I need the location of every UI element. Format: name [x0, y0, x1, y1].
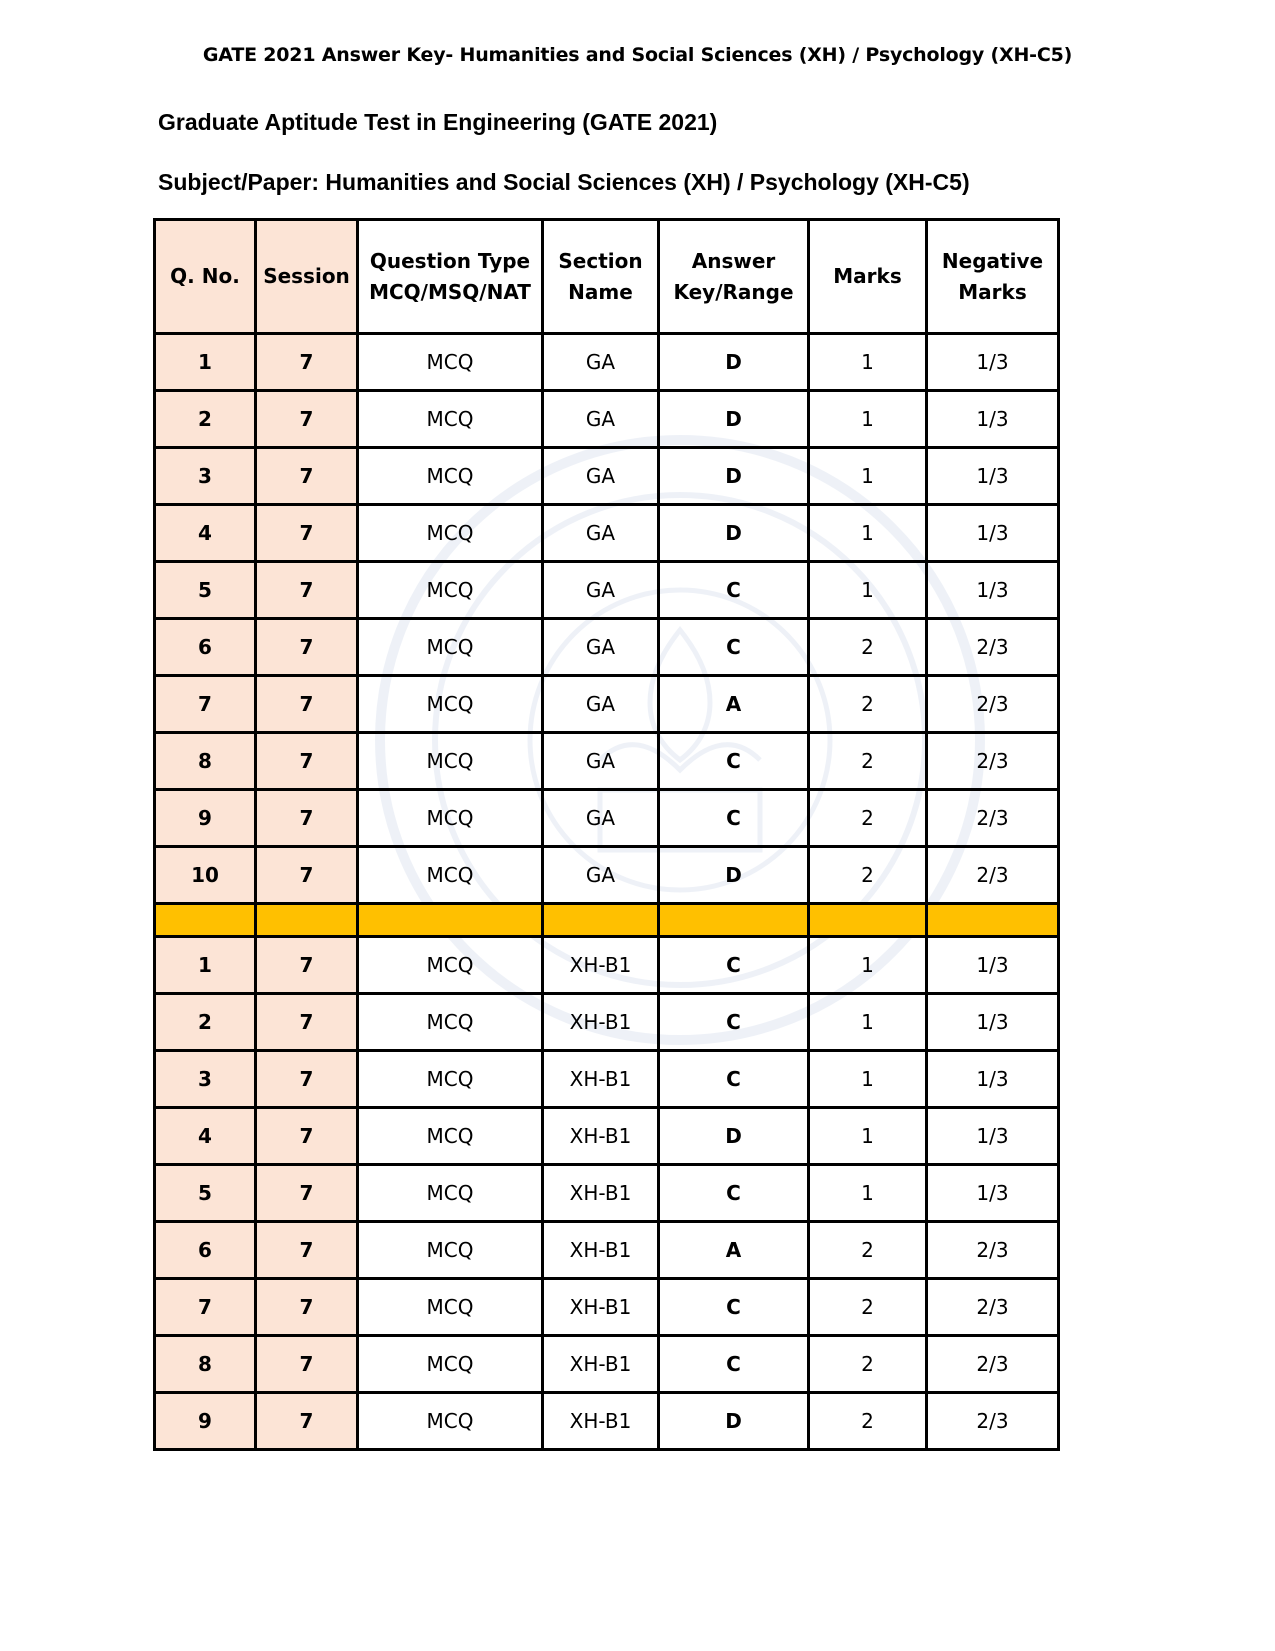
cell-section-name: XH-B1 — [543, 937, 659, 994]
cell-section-name: XH-B1 — [543, 994, 659, 1051]
cell-session: 7 — [256, 937, 358, 994]
cell-question-type: MCQ — [358, 505, 543, 562]
cell-question-type: MCQ — [358, 676, 543, 733]
page-header: GATE 2021 Answer Key- Humanities and Social Sciences (XH) / Psychology (XH-C5) — [202, 44, 1073, 66]
cell-answer-key: C — [659, 562, 809, 619]
cell-marks: 1 — [809, 1108, 927, 1165]
cell-question-type: MCQ — [358, 562, 543, 619]
header-question-type-line1: Question Type — [369, 248, 531, 273]
cell-qno: 9 — [155, 1393, 256, 1450]
cell-answer-key: D — [659, 847, 809, 904]
cell-negative-marks: 2/3 — [927, 676, 1059, 733]
cell-marks: 1 — [809, 562, 927, 619]
cell-qno: 8 — [155, 1336, 256, 1393]
separator-row — [155, 904, 1059, 937]
cell-negative-marks: 2/3 — [927, 790, 1059, 847]
cell-negative-marks: 2/3 — [927, 1279, 1059, 1336]
cell-question-type: MCQ — [358, 1222, 543, 1279]
cell-marks: 1 — [809, 937, 927, 994]
cell-section-name: GA — [543, 334, 659, 391]
cell-negative-marks: 2/3 — [927, 847, 1059, 904]
cell-question-type: MCQ — [358, 1336, 543, 1393]
cell-marks: 1 — [809, 994, 927, 1051]
cell-session: 7 — [256, 391, 358, 448]
cell-section-name: GA — [543, 391, 659, 448]
cell-session: 7 — [256, 1222, 358, 1279]
cell-marks: 2 — [809, 619, 927, 676]
cell-session: 7 — [256, 334, 358, 391]
cell-answer-key: A — [659, 676, 809, 733]
cell-section-name: XH-B1 — [543, 1336, 659, 1393]
cell-question-type: MCQ — [358, 1108, 543, 1165]
cell-answer-key: C — [659, 1165, 809, 1222]
cell-section-name: XH-B1 — [543, 1393, 659, 1450]
table-row — [155, 676, 1059, 733]
header-negative-line1: Negative — [941, 248, 1044, 273]
table-row — [155, 790, 1059, 847]
ga-section-body — [155, 334, 1059, 904]
cell-question-type: MCQ — [358, 733, 543, 790]
header-qno: Q. No. — [155, 220, 256, 334]
cell-section-name: GA — [543, 790, 659, 847]
cell-answer-key: D — [659, 1108, 809, 1165]
separator-cell — [358, 904, 543, 937]
table-row — [155, 1165, 1059, 1222]
cell-marks: 2 — [809, 790, 927, 847]
header-section-line2: Name — [568, 279, 633, 304]
cell-session: 7 — [256, 790, 358, 847]
header-marks: Marks — [809, 220, 927, 334]
cell-section-name: XH-B1 — [543, 1165, 659, 1222]
cell-question-type: MCQ — [358, 790, 543, 847]
cell-section-name: XH-B1 — [543, 1108, 659, 1165]
cell-session: 7 — [256, 1165, 358, 1222]
cell-question-type: MCQ — [358, 994, 543, 1051]
cell-section-name: XH-B1 — [543, 1051, 659, 1108]
table-row — [155, 448, 1059, 505]
cell-negative-marks: 2/3 — [927, 1222, 1059, 1279]
cell-answer-key: D — [659, 1393, 809, 1450]
cell-negative-marks: 1/3 — [927, 334, 1059, 391]
header-session: Session — [256, 220, 358, 334]
cell-answer-key: C — [659, 994, 809, 1051]
cell-negative-marks: 1/3 — [927, 1051, 1059, 1108]
cell-negative-marks: 1/3 — [927, 937, 1059, 994]
cell-section-name: GA — [543, 505, 659, 562]
cell-session: 7 — [256, 505, 358, 562]
table-row — [155, 994, 1059, 1051]
cell-section-name: XH-B1 — [543, 1279, 659, 1336]
cell-marks: 1 — [809, 1051, 927, 1108]
cell-question-type: MCQ — [358, 1165, 543, 1222]
cell-question-type: MCQ — [358, 937, 543, 994]
cell-question-type: MCQ — [358, 391, 543, 448]
table-row — [155, 562, 1059, 619]
separator-cell — [155, 904, 256, 937]
table-row — [155, 1051, 1059, 1108]
cell-marks: 2 — [809, 676, 927, 733]
cell-section-name: GA — [543, 676, 659, 733]
cell-negative-marks: 1/3 — [927, 1108, 1059, 1165]
cell-question-type: MCQ — [358, 847, 543, 904]
separator-cell — [543, 904, 659, 937]
table-row — [155, 391, 1059, 448]
cell-marks: 1 — [809, 334, 927, 391]
table-row — [155, 847, 1059, 904]
cell-session: 7 — [256, 847, 358, 904]
cell-qno: 10 — [155, 847, 256, 904]
cell-qno: 6 — [155, 1222, 256, 1279]
cell-negative-marks: 1/3 — [927, 448, 1059, 505]
xh-section-body — [155, 937, 1059, 1450]
header-section-name — [543, 220, 659, 334]
table-row — [155, 505, 1059, 562]
cell-answer-key: C — [659, 937, 809, 994]
table-row — [155, 1393, 1059, 1450]
cell-negative-marks: 1/3 — [927, 505, 1059, 562]
cell-session: 7 — [256, 1108, 358, 1165]
header-question-type — [358, 220, 543, 334]
cell-marks: 2 — [809, 847, 927, 904]
cell-question-type: MCQ — [358, 448, 543, 505]
cell-answer-key: D — [659, 334, 809, 391]
separator-cell — [809, 904, 927, 937]
page-subtitle: Subject/Paper: Humanities and Social Sciences (XH) / Psychology (XH-C5) — [158, 169, 970, 195]
cell-question-type: MCQ — [358, 619, 543, 676]
cell-section-name: XH-B1 — [543, 1222, 659, 1279]
header-answer-line2: Key/Range — [673, 279, 794, 304]
cell-negative-marks: 2/3 — [927, 733, 1059, 790]
cell-negative-marks: 1/3 — [927, 562, 1059, 619]
cell-qno: 1 — [155, 334, 256, 391]
cell-question-type: MCQ — [358, 1279, 543, 1336]
cell-qno: 4 — [155, 1108, 256, 1165]
cell-answer-key: C — [659, 1336, 809, 1393]
cell-negative-marks: 1/3 — [927, 1165, 1059, 1222]
page-title: Graduate Aptitude Test in Engineering (GATE 2021) — [158, 109, 718, 135]
header-answer-key — [659, 220, 809, 334]
cell-session: 7 — [256, 994, 358, 1051]
cell-section-name: GA — [543, 847, 659, 904]
cell-qno: 7 — [155, 676, 256, 733]
table-row — [155, 1222, 1059, 1279]
cell-section-name: GA — [543, 448, 659, 505]
cell-negative-marks: 1/3 — [927, 994, 1059, 1051]
cell-answer-key: D — [659, 505, 809, 562]
cell-negative-marks: 1/3 — [927, 391, 1059, 448]
table-row — [155, 334, 1059, 391]
cell-answer-key: D — [659, 391, 809, 448]
cell-qno: 5 — [155, 1165, 256, 1222]
cell-answer-key: C — [659, 733, 809, 790]
cell-negative-marks: 2/3 — [927, 1393, 1059, 1450]
cell-answer-key: C — [659, 790, 809, 847]
header-question-type-line2: MCQ/MSQ/NAT — [369, 279, 531, 304]
cell-qno: 8 — [155, 733, 256, 790]
table-row — [155, 733, 1059, 790]
cell-section-name: GA — [543, 562, 659, 619]
table-header-row — [155, 220, 1059, 334]
cell-negative-marks: 2/3 — [927, 619, 1059, 676]
cell-qno: 9 — [155, 790, 256, 847]
cell-answer-key: A — [659, 1222, 809, 1279]
cell-session: 7 — [256, 1051, 358, 1108]
cell-question-type: MCQ — [358, 1393, 543, 1450]
cell-qno: 7 — [155, 1279, 256, 1336]
header-negative-marks — [927, 220, 1059, 334]
cell-answer-key: C — [659, 1051, 809, 1108]
cell-session: 7 — [256, 448, 358, 505]
cell-qno: 3 — [155, 1051, 256, 1108]
cell-session: 7 — [256, 1279, 358, 1336]
cell-marks: 1 — [809, 391, 927, 448]
cell-marks: 1 — [809, 1165, 927, 1222]
table-row — [155, 1336, 1059, 1393]
cell-answer-key: C — [659, 619, 809, 676]
cell-qno: 2 — [155, 391, 256, 448]
answer-key-table — [153, 218, 1060, 1451]
cell-session: 7 — [256, 676, 358, 733]
cell-answer-key: D — [659, 448, 809, 505]
cell-session: 7 — [256, 562, 358, 619]
cell-qno: 3 — [155, 448, 256, 505]
cell-question-type: MCQ — [358, 1051, 543, 1108]
cell-marks: 1 — [809, 505, 927, 562]
cell-session: 7 — [256, 733, 358, 790]
cell-negative-marks: 2/3 — [927, 1336, 1059, 1393]
table-row — [155, 619, 1059, 676]
separator-cell — [659, 904, 809, 937]
cell-marks: 1 — [809, 448, 927, 505]
cell-marks: 2 — [809, 1336, 927, 1393]
cell-section-name: GA — [543, 733, 659, 790]
header-negative-line2: Marks — [958, 279, 1027, 304]
cell-qno: 4 — [155, 505, 256, 562]
cell-section-name: GA — [543, 619, 659, 676]
table-row — [155, 937, 1059, 994]
separator-cell — [256, 904, 358, 937]
header-answer-line1: Answer — [691, 248, 776, 273]
cell-answer-key: C — [659, 1279, 809, 1336]
cell-marks: 2 — [809, 1393, 927, 1450]
table-row — [155, 1108, 1059, 1165]
cell-marks: 2 — [809, 1279, 927, 1336]
separator-cell — [927, 904, 1059, 937]
cell-session: 7 — [256, 1393, 358, 1450]
header-section-line1: Section — [558, 248, 643, 273]
section-separator — [155, 904, 1059, 937]
cell-qno: 5 — [155, 562, 256, 619]
cell-qno: 2 — [155, 994, 256, 1051]
cell-question-type: MCQ — [358, 334, 543, 391]
cell-marks: 2 — [809, 733, 927, 790]
table-row — [155, 1279, 1059, 1336]
cell-qno: 1 — [155, 937, 256, 994]
cell-session: 7 — [256, 619, 358, 676]
cell-qno: 6 — [155, 619, 256, 676]
cell-session: 7 — [256, 1336, 358, 1393]
cell-marks: 2 — [809, 1222, 927, 1279]
